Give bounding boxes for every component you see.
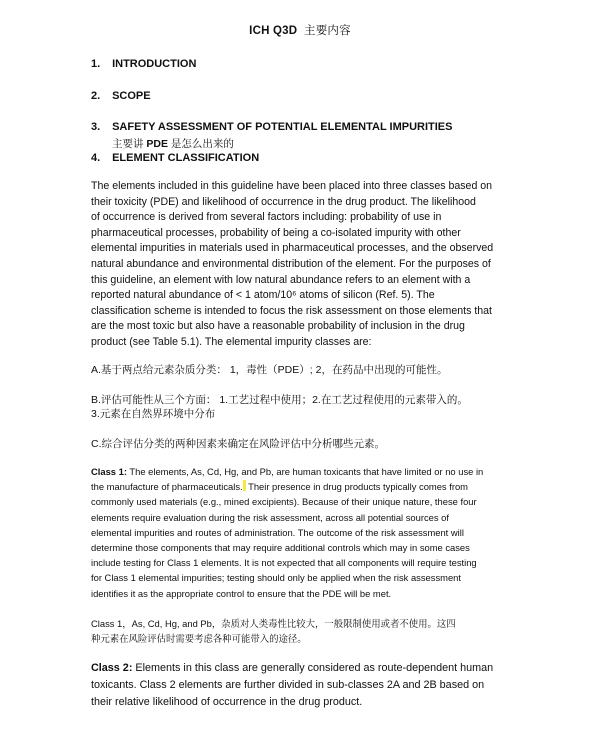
heading-number: 1. — [91, 58, 101, 70]
heading-number: 3. — [91, 121, 101, 133]
paragraph-line: of occurrence is derived from several factors including: probability of use in — [91, 211, 442, 224]
class1-line: elements require evaluation during the risk assessment, across all potential sources of — [91, 511, 449, 523]
page-title — [0, 22, 600, 38]
heading-text: SCOPE — [112, 90, 151, 102]
cn-note-c: C.综合评估分类的两种因素来确定在风险评估中分析哪些元素。 — [91, 438, 385, 450]
heading-text: ELEMENT CLASSIFICATION — [112, 152, 260, 164]
cn-line: Class 1，As, Cd, Hg, and Pb，杂质对人类毒性比较大，一般限制使用或者不使用。这四 — [91, 618, 456, 629]
paragraph-line: product (see Table 5.1). The elemental impurity classes are: — [91, 335, 372, 348]
paragraph-line: The elements included in this guideline have been placed into three classes based on — [91, 180, 493, 192]
class1-text: The elements, As, Cd, Hg, and Pb, are human toxicants that have limited or no use in — [126, 466, 484, 477]
paragraph-line: their toxicity (PDE) and likelihood of occurrence in the drug product. The likelihood — [91, 195, 476, 208]
class2-text: Elements in this class are generally considered as route-dependent human — [132, 662, 494, 674]
cn-note-a: A.基于两点给元素杂质分类： 1，毒性（PDE）; 2，在药品中出现的可能性。 — [91, 364, 448, 376]
paragraph-line: this guideline, an element with low natural abundance refers to an element with a — [91, 273, 471, 286]
class1-line: commonly used materials (e.g., mined excipients). Because of their unique nature, these four — [91, 496, 477, 508]
class2-paragraph — [91, 660, 521, 710]
heading-text: SAFETY ASSESSMENT OF POTENTIAL ELEMENTAL IMPURITIES — [112, 121, 453, 133]
title-latin: ICH Q3D — [249, 25, 298, 37]
class1-line — [91, 464, 521, 479]
cn-line: 种元素在风险评估时需要考虑各种可能带入的途径。 — [91, 633, 307, 645]
paragraph-line: elemental impurities in materials used in pharmaceutical processes, and the observed — [91, 242, 494, 255]
class1-line: determine those components that may require additional controls which may in some cases — [91, 542, 470, 554]
heading-number: 4. — [91, 152, 101, 164]
class2-line: toxicants. Class 2 elements are further divided in sub-classes 2A and 2B based on — [91, 678, 485, 691]
heading-element-classification — [91, 152, 259, 164]
heading-number: 2. — [91, 90, 101, 102]
note-post: 是怎么出来的 — [168, 138, 234, 150]
paragraph-line: are the most toxic but also have a reasonable probability of inclusion in the drug — [91, 320, 465, 333]
title-chinese: 主要内容 — [304, 25, 351, 37]
paragraph-line: reported natural abundance of < 1 atom/10⁶ atoms of silicon (Ref. 5). The — [91, 289, 435, 302]
class1-line: elemental impurities and routes of administration. The outcome of the risk assessment will — [91, 526, 464, 538]
class1-chinese-note — [91, 616, 521, 646]
class2-line — [91, 660, 521, 677]
cn-note-b1: B.评估可能性从三个方面： 1.工艺过程中使用；2.在工艺过程使用的元素带入的。 — [91, 394, 468, 406]
section3-note — [112, 136, 234, 151]
class1-paragraph — [91, 464, 521, 601]
class1-line — [91, 479, 521, 494]
note-bold: PDE — [146, 138, 169, 150]
heading-introduction — [91, 58, 196, 70]
class1-text: Their presence in drug products typically comes from — [245, 481, 468, 493]
heading-scope — [91, 90, 151, 102]
class1-label: Class 1: — [91, 466, 127, 477]
class1-line: for Class 1 elemental impurities; testing should only be applied when the risk assessment — [91, 572, 461, 584]
class2-label: Class 2: — [91, 662, 133, 674]
classification-paragraph — [91, 179, 519, 351]
paragraph-line: natural abundance and environmental distribution of the element. For the purposes of — [91, 257, 491, 270]
class1-line: identifies it as the appropriate control to ensure that the PDE will be met. — [91, 587, 392, 599]
class1-text: the manufacture of pharmaceuticals. — [91, 481, 243, 493]
paragraph-line: classification scheme is intended to focus the risk assessment on those elements that — [91, 304, 493, 317]
note-pre: 主要讲 — [112, 138, 147, 150]
class1-line: include testing for Class 1 elements. It is not expected that all components will require testing — [91, 557, 477, 569]
class2-line: their relative likelihood of occurrence in the drug product. — [91, 695, 363, 708]
heading-text: INTRODUCTION — [112, 58, 197, 70]
cn-note-b2: 3.元素在自然界环境中分布 — [91, 408, 216, 420]
heading-safety-assessment — [91, 121, 452, 133]
paragraph-line: pharmaceutical processes, probability of being a co-isolated impurity with other — [91, 226, 461, 239]
